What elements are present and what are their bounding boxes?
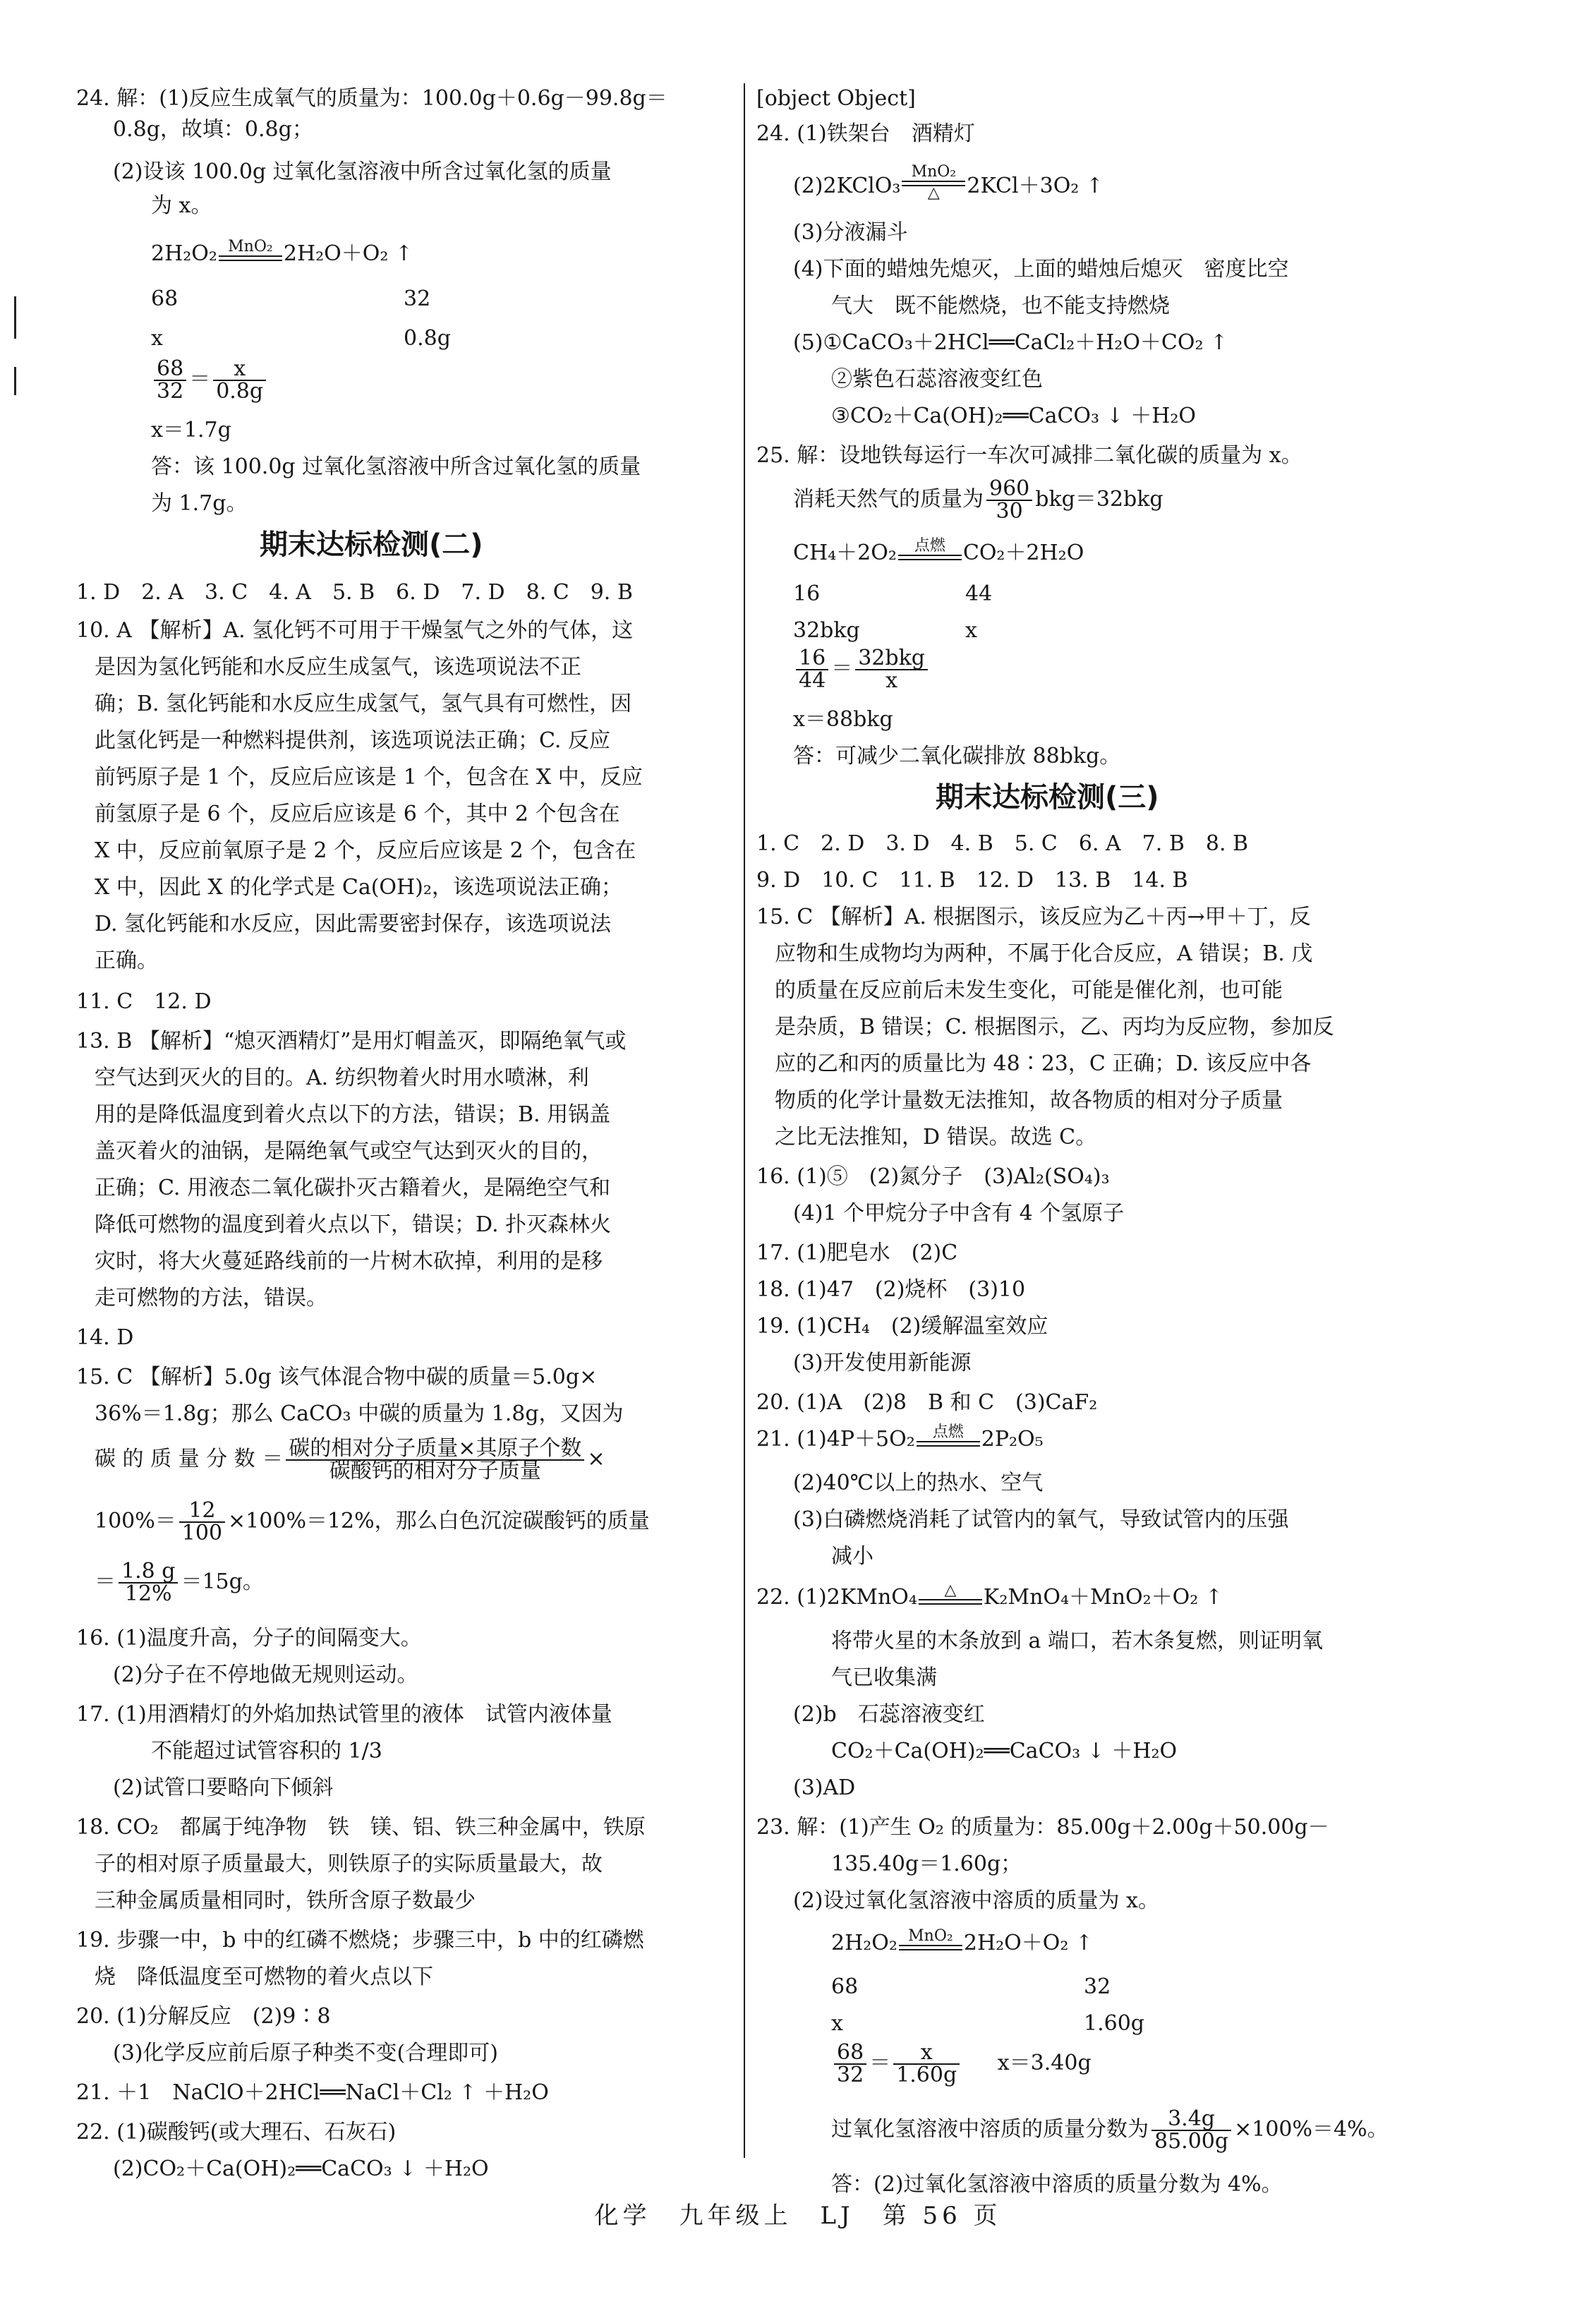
r15-line: 应的乙和丙的质量比为 48∶23，C 正确；D. 该反应中各 [775, 1051, 1312, 1076]
l24-unknown: x [151, 326, 163, 351]
r24-line6: (5)①CaCO₃＋2HCl══CaCl₂＋H₂O＋CO₂ ↑ [793, 330, 1228, 355]
l24-answer2: 为 1.7g。 [151, 491, 248, 516]
l10-line: X 中，反应前氧原子是 2 个，反应后应该是 2 个，包含在 [95, 838, 636, 863]
l18-line3: 三种金属质量相同时，铁所含原子数最少 [95, 1888, 476, 1913]
r25-unknown: x [965, 618, 977, 643]
l10-line: 此氢化钙是一种燃料提供剂，该选项说法正确；C. 反应 [95, 728, 610, 753]
l24-known: 0.8g [404, 326, 451, 351]
r19-line2: (3)开发使用新能源 [793, 1351, 972, 1375]
r23-unknown: x [831, 2011, 843, 2036]
heading-exam-2: 期末达标检测(二) [260, 529, 483, 561]
r24-line1: 24. (1)铁架台 酒精灯 [756, 121, 975, 146]
l15-line4: 100%＝ $\frac{12}{100}$ ×100%＝12%，那么白色沉淀碳酸钙的质量 [95, 1498, 650, 1545]
r23-percentage: 过氧化氢溶液中溶质的质量分数为 $\frac{3.4g}{85.00g}$ ×100%＝4%。 [831, 2106, 1389, 2154]
l17-line3: (2)试管口要略向下倾斜 [113, 1775, 334, 1800]
l10-line: D. 氢化钙能和水反应，因此需要密封保存，该选项说法 [95, 912, 612, 936]
l24-mass1: 68 [151, 287, 179, 311]
r16-line2: (4)1 个甲烷分子中含有 4 个氢原子 [793, 1201, 1125, 1226]
l18-line2: 子的相对原子质量最大，则铁原子的实际质量最大，故 [95, 1852, 603, 1876]
l15-line3: 碳 的 质 量 分 数 ＝ $\frac{\text{碳的相对分子质量×其原子个数}}{\text{碳酸钙的相对分子质量}}$ × [95, 1436, 605, 1483]
l13-line1: 13. B 【解析】“熄灭酒精灯”是用灯帽盖灭，即隔绝氧气或 [76, 1029, 627, 1054]
scan-mark [14, 367, 16, 395]
r23: [object Object] [756, 86, 916, 111]
l19-line2: 烧 降低温度至可燃物的着火点以下 [95, 1965, 433, 1989]
l13-line: 空气达到灭火的目的。A. 纺织物着火时用水喷淋，利 [95, 1066, 589, 1090]
r21-equation: 21. (1)4P＋5O₂ 点燃 2P₂O₅ [756, 1423, 1044, 1452]
r22-line2: 将带火星的木条放到 a 端口，若木条复燃，则证明氧 [831, 1629, 1323, 1653]
l24-equation: 2H₂O₂ MnO₂ 2H₂O＋O₂ ↑ [151, 238, 413, 266]
l22-line1: 22. (1)碳酸钙(或大理石、石灰石) [76, 2120, 397, 2145]
l13-line: 盖灭着火的油锅，是隔绝氧气或空气达到灭火的目的， [95, 1139, 603, 1164]
r25-ratio: $\frac{16}{44}$ ＝ $\frac{\text{32bkg}}{x}$ [793, 648, 931, 692]
l24-line4: 为 x。 [151, 193, 212, 218]
heading-exam-3: 期末达标检测(三) [936, 781, 1159, 814]
r25-line2: 消耗天然气的质量为 $\frac{960}{30}$ bkg＝32bkg [793, 476, 1163, 524]
r23-line1: 23. 解：(1)产生 O₂ 的质量为：85.00g＋2.00g＋50.00g－ [756, 1815, 1329, 1840]
l13-line: 灾时，将大火蔓延路线前的一片树木砍掉，利用的是移 [95, 1249, 603, 1274]
r24-line5: 气大 既不能燃烧，也不能支持燃烧 [831, 294, 1170, 318]
r25-mass1: 16 [793, 581, 821, 606]
r25-known: 32bkg [793, 618, 860, 643]
l10-line: 确；B. 氢化钙能和水反应生成氢气，氢气具有可燃性，因 [95, 692, 632, 716]
r25-answer: 答：可减少二氧化碳排放 88bkg。 [793, 744, 1121, 768]
l10-line: 前氢原子是 6 个，反应后应该是 6 个，其中 2 个包含在 [95, 802, 620, 826]
l15-line2: 36%＝1.8g；那么 CaCO₃ 中碳的质量为 1.8g，又因为 [95, 1401, 624, 1426]
r23-line3: (2)设过氧化氢溶液中溶质的质量为 x。 [793, 1888, 1159, 1913]
r23-mass1: 68 [831, 1974, 859, 1999]
scan-mark [14, 296, 16, 339]
r23-ratio: $\frac{68}{32}$ ＝ $\frac{x}{1.60g}$ x＝3.40g [831, 2042, 1092, 2086]
r15-line: 的质量在反应前后未发生变化，可能是催化剂，也可能 [775, 978, 1283, 1003]
l20-line1: 20. (1)分解反应 (2)9∶8 [76, 2004, 331, 2029]
r24-line8: ③CO₂＋Ca(OH)₂══CaCO₃ ↓ ＋H₂O [831, 404, 1197, 428]
mc-answers-3b: 9. D 10. C 11. B 12. D 13. B 14. B [756, 868, 1188, 893]
l13-line: 降低可燃物的温度到着火点以下，错误；D. 扑灭森林火 [95, 1212, 612, 1237]
l15-line1: 15. C 【解析】5.0g 该气体混合物中碳的质量＝5.0g× [76, 1365, 598, 1389]
l15-line5: ＝ $\frac{1.8 g}{12\%}$ ＝15g。 [95, 1559, 264, 1606]
r22-line6: (3)AD [793, 1775, 856, 1800]
r23-equation: 2H₂O₂ MnO₂ 2H₂O＋O₂ ↑ [831, 1927, 1094, 1955]
l24-result: x＝1.7g [151, 418, 231, 442]
r25-mass2: 44 [965, 581, 993, 606]
mc-answers-3a: 1. C 2. D 3. D 4. B 5. C 6. A 7. B 8. B [756, 831, 1249, 856]
r22-line3: 气已收集满 [831, 1665, 937, 1690]
l24-line3: (2)设该 100.0g 过氧化氢溶液中所含过氧化氢的质量 [113, 159, 612, 184]
r24-line3: (3)分液漏斗 [793, 220, 908, 245]
r22-equation: 22. (1)2KMnO₄ △ K₂MnO₄＋MnO₂＋O₂ ↑ [756, 1581, 1223, 1610]
column-divider [744, 83, 745, 2158]
r17: 17. (1)肥皂水 (2)C [756, 1241, 958, 1265]
l10-line: 是因为氢化钙能和水反应生成氢气，该选项说法不正 [95, 655, 581, 680]
r25-result: x＝88bkg [793, 707, 893, 732]
l24-ratio: $\frac{68}{32}$ ＝ $\frac{x}{0.8g}$ [151, 358, 269, 402]
r23-known: 1.60g [1084, 2011, 1145, 2036]
l19-line1: 19. 步骤一中，b 中的红磷不燃烧；步骤三中，b 中的红磷燃 [76, 1928, 644, 1953]
l10-line: 前钙原子是 1 个，反应后应该是 1 个，包含在 X 中，反应 [95, 765, 643, 790]
l22-line2: (2)CO₂＋Ca(OH)₂══CaCO₃ ↓ ＋H₂O [113, 2157, 489, 2181]
l18-line1: 18. CO₂ 都属于纯净物 铁 镁、铝、铁三种金属中，铁原 [76, 1815, 646, 1840]
r22-line5: CO₂＋Ca(OH)₂══CaCO₃ ↓ ＋H₂O [831, 1739, 1178, 1763]
l14: 14. D [76, 1325, 134, 1350]
l16-line2: (2)分子在不停地做无规则运动。 [113, 1663, 418, 1687]
r15-line: 物质的化学计量数无法推知，故各物质的相对分子质量 [775, 1088, 1283, 1113]
r15-line1: 15. C 【解析】A. 根据图示，该反应为乙＋丙→甲＋丁，反 [756, 905, 1311, 929]
l13-line: 走可燃物的方法，错误。 [95, 1286, 327, 1310]
r15-line: 是杂质，B 错误；C. 根据图示，乙、丙均为反应物，参加反 [775, 1015, 1334, 1039]
l24-line2: 0.8g，故填：0.8g； [113, 117, 313, 142]
r21-line3: (3)白磷燃烧消耗了试管内的氧气，导致试管内的压强 [793, 1507, 1289, 1532]
l20-line2: (3)化学反应前后原子种类不变(合理即可) [113, 2041, 498, 2065]
r16-line1: 16. (1)⑤ (2)氮分子 (3)Al₂(SO₄)₃ [756, 1164, 1110, 1189]
r19-line1: 19. (1)CH₄ (2)缓解温室效应 [756, 1314, 1048, 1339]
l24-mass2: 32 [404, 287, 431, 311]
r24-line4: (4)下面的蜡烛先熄灭，上面的蜡烛后熄灭 密度比空 [793, 257, 1289, 282]
l10-line: X 中，因此 X 的化学式是 Ca(OH)₂，该选项说法正确； [95, 875, 622, 900]
r15-line: 之比无法推知，D 错误。故选 C。 [775, 1125, 1097, 1150]
mc-answers-2: 1. D 2. A 3. C 4. A 5. B 6. D 7. D 8. C 9. B [76, 580, 633, 605]
l10-line: 正确。 [95, 948, 158, 973]
l17-line2: 不能超过试管容积的 1/3 [151, 1739, 382, 1763]
r23-line2: 135.40g＝1.60g； [831, 1852, 1022, 1876]
l10-line1: 10. A 【解析】A. 氢化钙不可用于干燥氢气之外的气体，这 [76, 618, 634, 643]
r23-mass2: 32 [1084, 1974, 1111, 1999]
l13-line: 用的是降低温度到着火点以下的方法，错误；B. 用锅盖 [95, 1102, 611, 1127]
r24-line7: ②紫色石蕊溶液变红色 [831, 367, 1043, 392]
l16-line1: 16. (1)温度升高，分子的间隔变大。 [76, 1626, 422, 1651]
page-footer: 化学 九年级上 LJ 第 56 页 [594, 2202, 1002, 2230]
r15-line: 应物和生成物均为两种，不属于化合反应，A 错误；B. 戊 [775, 941, 1313, 966]
l21: 21. ＋1 NaClO＋2HCl══NaCl＋Cl₂ ↑ ＋H₂O [76, 2080, 549, 2105]
r20: 20. (1)A (2)8 B 和 C (3)CaF₂ [756, 1390, 1098, 1415]
r21-line2: (2)40℃以上的热水、空气 [793, 1471, 1044, 1495]
r23-answer: 答：(2)过氧化氢溶液中溶质的质量分数为 4%。 [831, 2172, 1283, 2197]
r22-line4: (2)b 石蕊溶液变红 [793, 1702, 985, 1727]
l17-line1: 17. (1)用酒精灯的外焰加热试管里的液体 试管内液体量 [76, 1702, 612, 1727]
l11-12: 11. C 12. D [76, 989, 212, 1014]
l24-line1: 24. 解：(1)反应生成氧气的质量为：100.0g＋0.6g－99.8g＝ [76, 86, 667, 111]
r18: 18. (1)47 (2)烧杯 (3)10 [756, 1277, 1026, 1302]
l24-answer1: 答：该 100.0g 过氧化氢溶液中所含过氧化氢的质量 [151, 454, 641, 479]
r24-equation: (2)2KClO₃ MnO₂ △ 2KCl＋3O₂ ↑ [793, 163, 1104, 202]
r25-equation: CH₄＋2O₂ 点燃 CO₂＋2H₂O [793, 537, 1084, 565]
l13-line: 正确；C. 用液态二氧化碳扑灭古籍着火，是隔绝空气和 [95, 1176, 610, 1200]
r25-line1: 25. 解：设地铁每运行一车次可减排二氧化碳的质量为 x。 [756, 443, 1302, 468]
r21-line4: 减小 [831, 1544, 873, 1569]
